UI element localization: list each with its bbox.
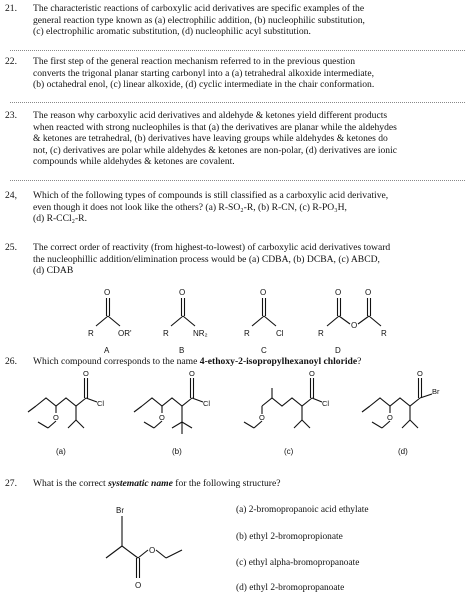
- structure-26c: [244, 378, 322, 428]
- atom-label: Cl: [97, 399, 105, 408]
- atom-label: R: [244, 329, 250, 338]
- structure-b: [171, 298, 195, 326]
- question-line: (d) CDAB: [33, 265, 74, 276]
- question-line: general reaction type known as (a) electrophilic addition, (b) nucleophilic substitution,: [33, 14, 365, 26]
- structure-26d: [362, 378, 432, 428]
- atom-label: O: [83, 370, 89, 378]
- question-number: 22.: [5, 56, 17, 67]
- divider: [10, 50, 465, 51]
- divider: [10, 180, 465, 181]
- atom-label: Cl: [322, 399, 330, 408]
- q26-structures: [0, 370, 474, 470]
- structure-label: (b): [172, 447, 182, 456]
- question-line: converts the trigonal planar starting carbonyl into a (a) tetrahedral alkoxide intermediate,: [33, 67, 374, 79]
- question-line: (d) R-CCl₂-R.: [33, 213, 87, 224]
- atom-label: O: [387, 413, 393, 422]
- atom-label: O: [189, 370, 195, 378]
- structure-26b: [134, 378, 203, 434]
- structure-26a: [28, 378, 97, 428]
- question-line: The first step of the general reaction mechanism referred to in the previous question: [33, 56, 356, 67]
- question-line: (c) electrophilic aromatic substitution, (d) nucleophilic acyl substitution.: [33, 26, 311, 37]
- question-line: The reason why carboxylic acid derivatives and aldehyde & ketones yield different products: [33, 110, 388, 121]
- answer-option-d[interactable]: (d) ethyl 2-bromopropanoate: [236, 583, 345, 593]
- question-line: not, (c) derivatives are polar while aldehydes & ketones are non-polar, (d) derivatives are ionic: [33, 144, 398, 156]
- atom-label: Br: [432, 387, 440, 396]
- question-number: 23.: [5, 110, 17, 121]
- structure-label: (c): [284, 447, 294, 456]
- atom-label: R: [381, 329, 387, 338]
- answer-option-a[interactable]: (a) 2-bromopropanoic acid ethylate: [236, 505, 369, 515]
- atom-label: R: [163, 329, 169, 338]
- answer-option-b[interactable]: (b) ethyl 2-bromopropionate: [236, 532, 343, 542]
- atom-label: O: [159, 413, 165, 422]
- atom-label: Cl: [276, 329, 284, 338]
- structure-label: (a): [56, 447, 66, 456]
- question-line: Which of the following types of compounds is still classified as a carboxylic acid derivative,: [33, 190, 389, 201]
- atom-label: Cl: [203, 399, 211, 408]
- question-line: The characteristic reactions of carboxylic acid derivatives are specific examples of the: [33, 3, 365, 14]
- atom-label: O: [417, 370, 423, 378]
- atom-label: O: [179, 288, 186, 297]
- question-number: 21.: [5, 3, 17, 14]
- structure-label: (d): [398, 447, 408, 456]
- structure-label: D: [335, 346, 341, 355]
- question-line: when reacted with strong nucleophiles is that (a) the derivatives are planar while the aldehydes: [33, 121, 397, 133]
- question-line: even though it does not look like the others? (a) R-SO₂-R, (b) R-CN, (c) R-PO₃H,: [33, 201, 347, 213]
- atom-label: R: [318, 329, 324, 338]
- question-line: compounds while aldehydes & ketones are covalent.: [33, 156, 235, 167]
- question-number: 25.: [5, 242, 17, 253]
- atom-label: O: [149, 546, 156, 555]
- atom-label: O: [309, 370, 315, 378]
- atom-label: O: [365, 288, 372, 297]
- structure-label: B: [179, 346, 185, 355]
- question-line: the nucleophillic addition/elimination process would be (a) CDBA, (b) DCBA, (c) ABCD,: [33, 253, 380, 265]
- atom-label: R: [88, 329, 94, 338]
- question-number: 27.: [5, 478, 17, 489]
- answer-option-c[interactable]: (c) ethyl alpha-bromopropanoate: [236, 558, 360, 568]
- question-number: 24,: [5, 190, 17, 201]
- structure-label: C: [261, 346, 267, 355]
- structure-c: [252, 298, 276, 326]
- divider: [10, 102, 465, 103]
- atom-label: NR₂: [193, 329, 208, 338]
- atom-label: O: [351, 321, 358, 330]
- question-line: The correct order of reactivity (from highest-to-lowest) of carboxylic acid derivatives toward: [33, 242, 391, 253]
- atom-label: Br: [116, 506, 124, 515]
- atom-label: OR': [118, 329, 132, 338]
- question-number: 26.: [5, 356, 17, 367]
- atom-label: O: [260, 288, 267, 297]
- question-line: (b) octahedral enol, (c) linear alkoxide, (d) cyclic intermediate in the chair conformation.: [33, 79, 375, 90]
- compound-name: 4-ethoxy-2-isopropylhexanoyl chloride: [199, 356, 358, 367]
- structure-label: A: [104, 346, 110, 355]
- atom-label: O: [104, 288, 111, 297]
- emphasis: systematic name: [108, 478, 173, 489]
- atom-label: O: [135, 581, 142, 590]
- question-line: & ketones are tetrahedral, (b) derivatives have leaving groups while aldehydes & ketones do: [33, 133, 388, 144]
- atom-label: O: [259, 413, 265, 422]
- atom-label: O: [335, 288, 342, 297]
- atom-label: O: [53, 413, 59, 422]
- structure-a: [96, 298, 120, 326]
